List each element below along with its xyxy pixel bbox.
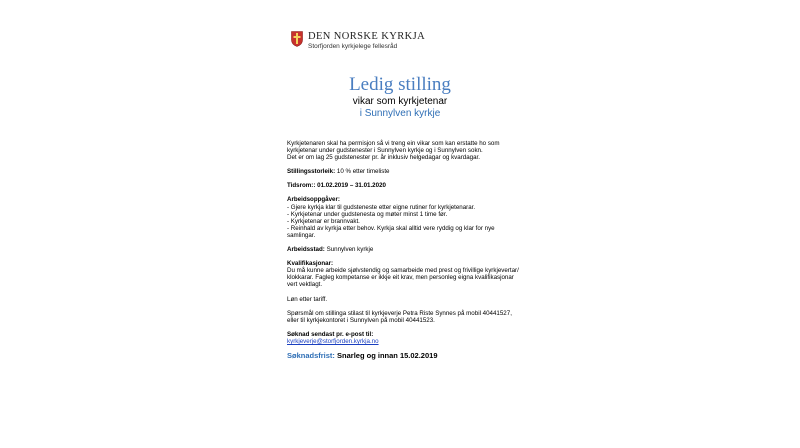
workplace-value: Sunnylven kyrkje — [326, 246, 374, 254]
tasks-heading — [287, 196, 519, 203]
position-size — [287, 168, 519, 175]
contact-line: Spørsmål om stillinga stilast til kyrkjeverje Petra Riste Synnes på mobil 40441527, — [287, 309, 512, 317]
intro-line: Kyrkjetenaren skal ha permisjon så vi treng ein vikar som kan erstatte ho som — [287, 140, 500, 147]
workplace-label: Arbeidsstad: — [287, 246, 325, 254]
church-cross-shield-icon — [291, 31, 303, 47]
position-size-label: Stillingsstorleik: — [287, 168, 336, 176]
position-size-value: 10 % etter timeliste — [336, 168, 390, 176]
task-line: - Kyrkjetenar er brannvakt. — [287, 217, 360, 225]
heading — [287, 74, 513, 120]
page-title: Ledig stilling — [349, 74, 451, 95]
qualification-line: klokkarar. Fagleg kompetanse er ikkje eit krav, men personleg eigna kvalifikasjonar — [287, 274, 514, 282]
task-line: samlingar. — [287, 231, 316, 239]
qualifications-label: Kvalifikasjonar: — [287, 260, 334, 268]
apply-heading — [287, 331, 519, 338]
page-subtitle-location: i Sunnylven kyrkje — [359, 108, 441, 119]
period — [287, 182, 519, 189]
qualifications-heading — [287, 260, 519, 267]
logo-title: DEN NORSKE KYRKJA — [308, 31, 426, 42]
intro-line: kyrkjetenar under gudstenester i Sunnylven kyrkje og i Sunnylven sokn. — [287, 147, 483, 155]
deadline — [287, 351, 519, 360]
logo-subtitle: Storfjorden kyrkjelege fellesråd — [308, 43, 398, 50]
deadline-value: Snarleg og innan 15.02.2019 — [337, 350, 438, 360]
announcement-body — [287, 140, 519, 360]
task-line: - Reinhald av kyrkja etter behov. Kyrkja skal alltid vere ryddig og klar for nye — [287, 224, 495, 232]
page-subtitle-role: vikar som kyrkjetenar — [352, 96, 448, 107]
qualification-line: vert vektlagt. — [287, 281, 323, 289]
tasks-label: Arbeidsoppgåver: — [287, 196, 340, 204]
task-line: - Kyrkjetenar under gudstenesta og møter minst 1 time før. — [287, 210, 448, 218]
logo — [291, 31, 425, 51]
intro-line: Det er om lag 25 gudstenester pr. år inklusiv helgedagar og kvardagar. — [287, 154, 480, 162]
apply-label: Søknad sendast pr. e-post til: — [287, 330, 374, 338]
contact-line: eller til kyrkjekontoret i Sunnylven på mobil 40441523. — [287, 316, 435, 324]
workplace — [287, 246, 519, 253]
period-label: Tidsrom:: 01.02.2019 – 31.01.2020 — [287, 182, 386, 190]
task-line: - Gjere kyrkja klar til gudsteneste etter eigne rutiner for kyrkjetenarar. — [287, 203, 476, 211]
pay: Løn etter tariff. — [287, 295, 328, 303]
qualification-line: Du må kunne arbeide sjølvstendig og samarbeide med prest og frivillige kyrkjevertar/ — [287, 267, 519, 275]
apply-email-link[interactable]: kyrkjeverje@storfjorden.kyrkja.no — [287, 337, 379, 345]
deadline-label: Søknadsfrist: — [287, 350, 335, 360]
